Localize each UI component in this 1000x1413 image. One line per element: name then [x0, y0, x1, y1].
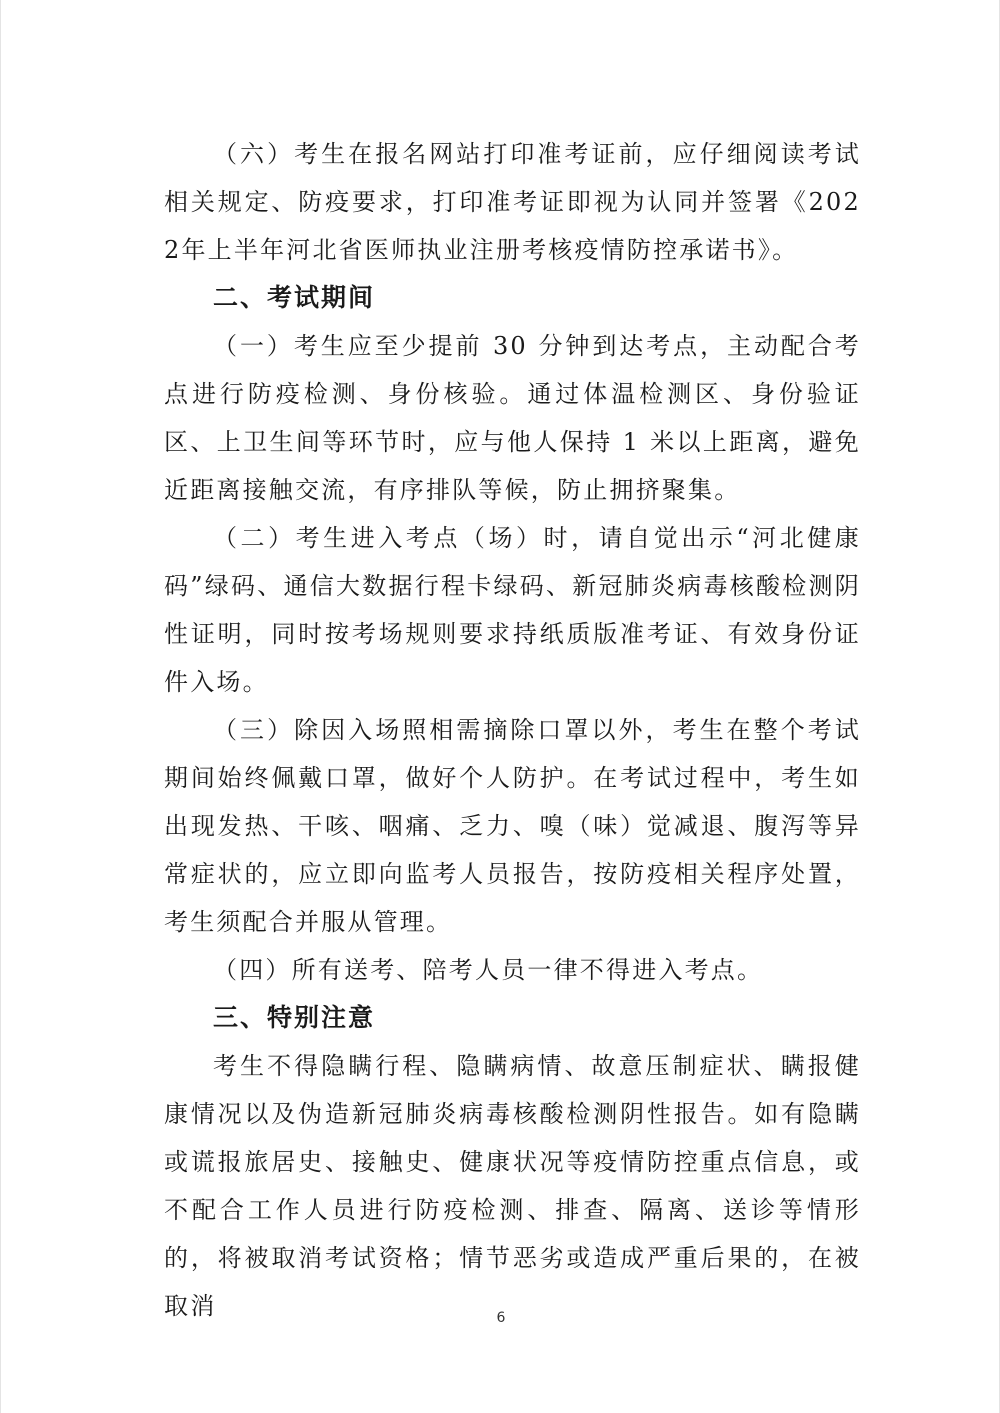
section-heading-exam-period: 二、考试期间: [213, 283, 376, 312]
paragraph-arrive-early: （一）考生应至少提前 30 分钟到达考点，主动配合考点进行防疫检测、身份核验。通过体温检测区、身份验证区、上卫生间等环节时，应与他人保持 1 米以上距离，避免近距离接触交流，有序排队等候，防止拥挤聚集。: [164, 332, 861, 504]
document-body: [164, 130, 861, 1330]
paragraph-no-companions: （四）所有送考、陪考人员一律不得进入考点。: [213, 956, 764, 984]
paragraph-show-health-code: （二）考生进入考点（场）时，请自觉出示“河北健康码”绿码、通信大数据行程卡绿码、新冠肺炎病毒核酸检测阴性证明，同时按考场规则要求持纸质版准考证、有效身份证件入场。: [164, 524, 861, 696]
paragraph-print-admission-ticket: （六）考生在报名网站打印准考证前，应仔细阅读考试相关规定、防疫要求，打印准考证即视为认同并签署《2022年上半年河北省医师执业注册考核疫情防控承诺书》。: [164, 140, 861, 264]
paragraph-no-concealment: 考生不得隐瞒行程、隐瞒病情、故意压制症状、瞒报健康情况以及伪造新冠肺炎病毒核酸检测阴性报告。如有隐瞒或谎报旅居史、接触史、健康状况等疫情防控重点信息，或不配合工作人员进行防疫检测、排查、隔离、送诊等情形的，将被取消考试资格；情节恶劣或造成严重后果的，在被取消: [164, 1052, 861, 1320]
section-heading-special-notice: 三、特别注意: [213, 1003, 376, 1032]
page-number: 6: [496, 1310, 506, 1326]
paragraph-wear-mask: （三）除因入场照相需摘除口罩以外，考生在整个考试期间始终佩戴口罩，做好个人防护。在考试过程中，考生如出现发热、干咳、咽痛、乏力、嗅（味）觉减退、腹泻等异常症状的，应立即向监考人员报告，按防疫相关程序处置，考生须配合并服从管理。: [164, 716, 861, 936]
